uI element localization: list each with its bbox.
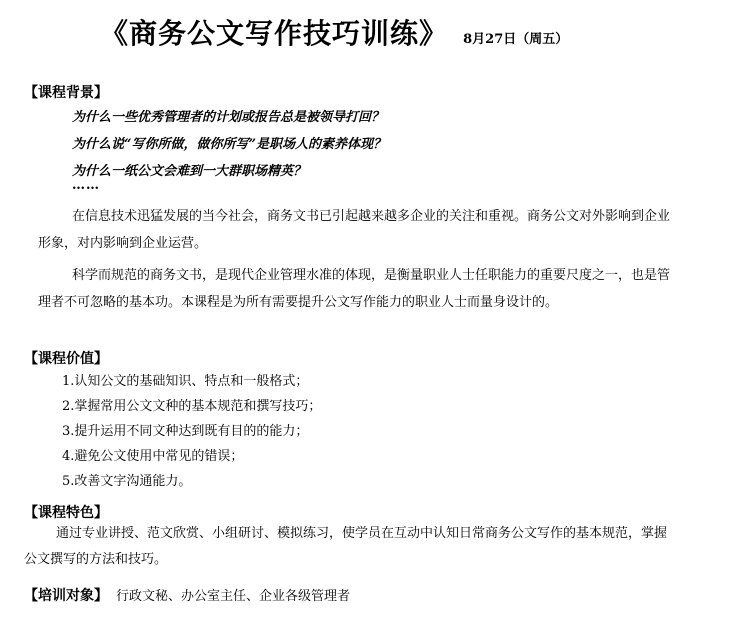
section-heading-audience: 【培训对象】 (24, 588, 108, 604)
section-heading-features: 【课程特色】 (24, 505, 108, 521)
features-paragraph: 通过专业讲授、范文欣赏、小组研讨、模拟练习，使学员在互动中认知日常商务公文写作的基本规范，掌握公文撰写的方法和技巧。 (24, 526, 668, 567)
list-item: 2.掌握常用公文文种的基本规范和撰写技巧； (62, 399, 322, 414)
course-date: 8月27日（周五） (463, 32, 569, 47)
section-heading-background: 【课程背景】 (24, 85, 108, 101)
section-heading-value: 【课程价值】 (24, 351, 108, 367)
background-ellipsis: …… (72, 178, 100, 193)
background-paragraph: 在信息技术迅猛发展的当今社会，商务文书已引起越来越多企业的关注和重视。商务公文对外影响到企业形象，对内影响到企业运营。 (38, 209, 671, 251)
background-paragraph: 科学而规范的商务文书，是现代企业管理水准的体现，是衡量职业人士任职能力的重要尺度之一，也是管理者不可忽略的基本功。本课程是为所有需要提升公文写作能力的职业人士而量身设计的。 (38, 268, 671, 310)
value-list (62, 369, 321, 494)
title-row (100, 12, 568, 52)
document-title: 《商务公文写作技巧训练》 (100, 17, 449, 50)
list-item: 5.改善文字沟通能力。 (62, 474, 192, 489)
audience-row (24, 585, 350, 605)
list-item: 4.避免公文使用中常见的错误； (62, 449, 244, 464)
audience-value: 行政文秘、办公室主任、企业各级管理者 (116, 589, 351, 604)
background-question: 为什么一些优秀管理者的计划或报告总是被领导打回？ (72, 110, 385, 125)
list-item: 1.认知公文的基础知识、特点和一般格式； (62, 374, 309, 389)
list-item: 3.提升运用不同文种达到既有目的的能力； (62, 424, 309, 439)
background-question: 为什么一纸公文会难到一大群职场精英？ (72, 164, 307, 179)
background-question: 为什么说“写你所做，做你所写”是职场人的素养体现？ (72, 137, 386, 152)
